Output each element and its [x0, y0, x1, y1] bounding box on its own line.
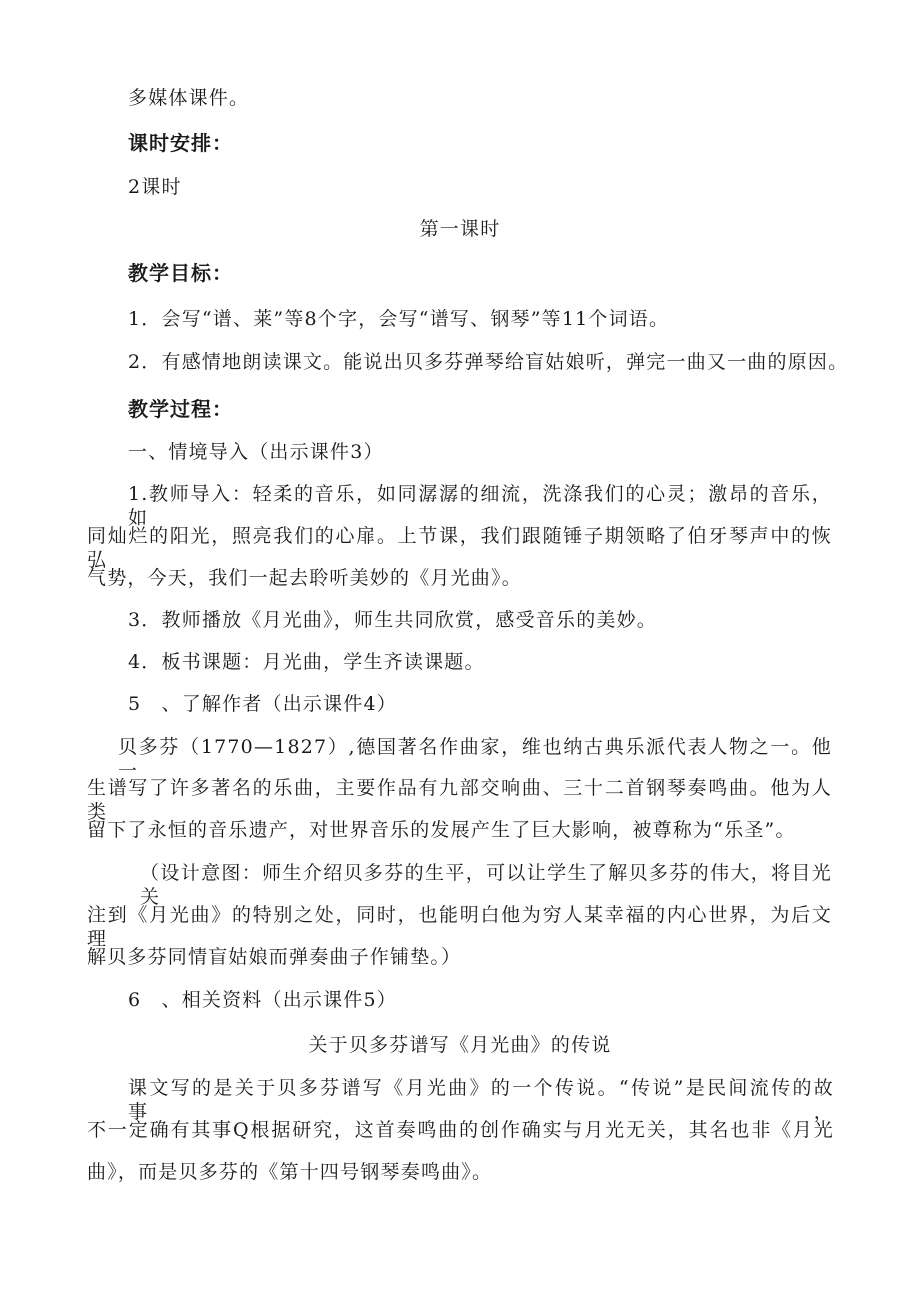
legend-text-line: 不一定确有其事Q根据研究，这首奏鸣曲的创作确实与月光无关，其名也非《月光 — [87, 1119, 834, 1141]
step-6: 6 、相关资料（出示课件5） — [128, 989, 397, 1011]
step-5: 5 、了解作者（出示课件4） — [128, 693, 397, 715]
goal-item: 1．会写“谱、莱”等8个字，会写“谱写、钢琴”等11个词语。 — [128, 308, 670, 330]
process-heading: 教学过程： — [128, 397, 233, 421]
design-intent-line: 注到《月光曲》的特别之处，同时，也能明白他为穷人某幸福的内心世界，为后文理 — [87, 904, 832, 950]
goals-heading: 教学目标： — [128, 261, 233, 285]
beethoven-bio-line: 留下了永恒的音乐遗产，对世界音乐的发展产生了巨大影响，被尊称为“乐圣”。 — [87, 819, 796, 841]
lesson-title: 第一课时 — [419, 218, 501, 240]
materials-line: 多媒体课件。 — [128, 87, 250, 109]
legend-text-line: 曲》，而是贝多芬的《第十四号钢琴奏鸣曲》。 — [87, 1161, 493, 1183]
legend-title: 关于贝多芬谱写《月光曲》的传说 — [308, 1034, 612, 1056]
teacher-intro-line: 气势，今天，我们一起去聆听美妙的《月光曲》。 — [87, 567, 522, 589]
step-4: 4．板书课题：月光曲，学生齐读课题。 — [128, 651, 485, 673]
section-intro: 一、情境导入（出示课件3） — [128, 441, 384, 463]
schedule-value: 2课时 — [128, 176, 182, 198]
design-intent-line: 解贝多芬同情盲姑娘而弹奏曲子作铺垫。） — [87, 946, 462, 968]
teacher-intro-line: 1.教师导入：轻柔的音乐，如同潺潺的细流，洗涤我们的心灵；激昂的音乐，如 — [128, 483, 832, 529]
step-3: 3．教师播放《月光曲》，师生共同欣赏，感受音乐的美妙。 — [128, 609, 657, 631]
schedule-heading: 课时安排： — [128, 131, 233, 155]
beethoven-bio-line: 生谱写了许多著名的乐曲，主要作品有九部交响曲、三十二首钢琴奏鸣曲。他为人类 — [87, 777, 832, 823]
goal-item: 2．有感情地朗读课文。能说出贝多芬弹琴给盲姑娘听，弹完一曲又一曲的原因。 — [128, 351, 849, 373]
teacher-intro-line: 同灿烂的阳光，照亮我们的心扉。上节课，我们跟随锤子期领略了伯牙琴声中的恢弘 — [87, 525, 832, 571]
legend-text-line: 课文写的是关于贝多芬谱写《月光曲》的一个传说。“传说”是民间流传的故事， — [128, 1077, 834, 1123]
design-intent-line: （设计意图：师生介绍贝多芬的生平，可以让学生了解贝多芬的伟大，将目光关 — [140, 862, 832, 908]
beethoven-bio-line: 贝多芬（1770—1827）,德国著名作曲家，维也纳古典乐派代表人物之一。他一 — [118, 736, 832, 782]
